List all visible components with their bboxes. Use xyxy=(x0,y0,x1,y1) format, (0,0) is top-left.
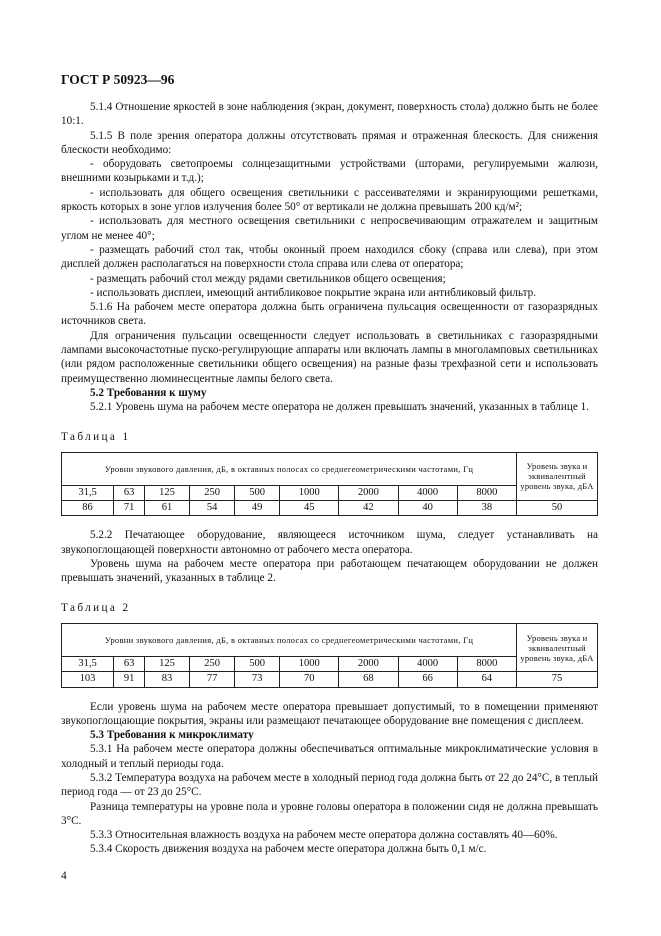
freq-cell: 250 xyxy=(190,656,235,671)
level-cell: 50 xyxy=(517,501,598,516)
value-cell: 45 xyxy=(280,501,339,516)
value-cell: 71 xyxy=(114,501,145,516)
freq-cell: 63 xyxy=(114,656,145,671)
value-cell: 103 xyxy=(62,672,114,687)
table-caption: Таблица 1 xyxy=(61,430,131,443)
table-header: Уровни звукового давления, дБ, в октавных полосах со среднегеометрическими частотами, Гц xyxy=(62,623,517,656)
freq-cell: 63 xyxy=(114,485,145,500)
value-cell: 66 xyxy=(398,672,457,687)
level-cell: 75 xyxy=(517,672,598,687)
section-heading: 5.3 Требования к микроклимату xyxy=(90,729,254,742)
table-header-level: Уровень звука и эквивалентный уровень звука, дБА xyxy=(517,623,598,671)
freq-cell: 31,5 xyxy=(62,485,114,500)
value-cell: 40 xyxy=(398,501,457,516)
section-heading: 5.2 Требования к шуму xyxy=(90,386,207,399)
paragraph: - использовать для местного освещения светильники с непросвечивающим отражателем и защитным углом не менее 40°; xyxy=(61,215,598,242)
paragraph: - размещать рабочий стол так, чтобы оконный проем находился сбоку (справа или слева), при этом дисплей должен располагаться на поверхности стола справа или слева от оператора; xyxy=(61,243,598,271)
paragraph: 5.1.6 На рабочем месте оператора должна быть ограничена пульсация освещенности от газоразрядных источников света. xyxy=(61,301,598,328)
paragraph: - размещать рабочий стол между рядами светильников общего освещения; xyxy=(90,272,446,285)
value-cell: 61 xyxy=(145,501,190,516)
table-header: Уровни звукового давления, дБ, в октавных полосах со среднегеометрическими частотами, Гц xyxy=(62,452,517,485)
noise-table-1 xyxy=(61,452,598,517)
freq-cell: 125 xyxy=(145,656,190,671)
paragraph: 5.1.5 В поле зрения оператора должны отсутствовать прямая и отраженная блескость. Для снижения блескости необходимо: xyxy=(61,129,598,156)
value-cell: 49 xyxy=(235,501,280,516)
freq-cell: 500 xyxy=(235,656,280,671)
paragraph: 5.1.4 Отношение яркостей в зоне наблюдения (экран, документ, поверхность стола) должно быть не более 10:1. xyxy=(61,101,598,128)
paragraph: 5.3.4 Скорость движения воздуха на рабочем месте оператора должна быть 0,1 м/с. xyxy=(90,843,487,856)
paragraph: - использовать дисплеи, имеющий антибликовое покрытие экрана или антибликовый фильтр. xyxy=(90,286,537,299)
document-body xyxy=(61,100,598,857)
paragraph: 5.2.1 Уровень шума на рабочем месте оператора не должен превышать значений, указанных в таблице 1. xyxy=(90,401,589,414)
table-caption: Таблица 2 xyxy=(61,601,131,614)
freq-cell: 4000 xyxy=(398,656,457,671)
paragraph: - использовать для общего освещения светильники с рассеивателями и экранирующими решетками, яркость которых в зоне углов излучения более 50° от вертикали не должна превышать 200 кд/м²; xyxy=(61,186,598,214)
noise-table-2 xyxy=(61,623,598,688)
value-cell: 54 xyxy=(190,501,235,516)
value-cell: 38 xyxy=(457,501,516,516)
freq-cell: 1000 xyxy=(280,656,339,671)
paragraph: 5.3.2 Температура воздуха на рабочем месте в холодный период года должна быть от 22 до 24°С, в теплый период года — от 23 до 25°С. xyxy=(61,771,598,799)
paragraph: Если уровень шума на рабочем месте оператора превышает допустимый, то в помещении применяют звукопоглощающие покрытия, экраны или размещают печатающее оборудование вне помещения с дисплеем. xyxy=(61,700,598,727)
paragraph: 5.3.3 Относительная влажность воздуха на рабочем месте оператора должна составлять 40—60%. xyxy=(90,829,558,842)
document-header: ГОСТ Р 50923—96 xyxy=(61,72,175,87)
freq-cell: 2000 xyxy=(339,485,398,500)
value-cell: 70 xyxy=(280,672,339,687)
value-cell: 73 xyxy=(235,672,280,687)
value-cell: 64 xyxy=(457,672,516,687)
value-cell: 91 xyxy=(114,672,145,687)
paragraph: Уровень шума на рабочем месте оператора при работающем печатающем оборудовании не должен превышать значений, указанных в таблице 2. xyxy=(61,558,598,585)
freq-cell: 8000 xyxy=(457,485,516,500)
value-cell: 83 xyxy=(145,672,190,687)
paragraph: 5.2.2 Печатающее оборудование, являющееся источником шума, следует устанавливать на звукопоглощающей поверхности автономно от рабочего места оператора. xyxy=(61,529,598,556)
paragraph: 5.3.1 На рабочем месте оператора должны обеспечиваться оптимальные микроклиматические условия в холодный и теплый периоды года. xyxy=(61,743,598,770)
value-cell: 42 xyxy=(339,501,398,516)
table-header-level: Уровень звука и эквивалентный уровень звука, дБА xyxy=(517,452,598,500)
page-number: 4 xyxy=(61,870,67,882)
value-cell: 86 xyxy=(62,501,114,516)
value-cell: 68 xyxy=(339,672,398,687)
freq-cell: 8000 xyxy=(457,656,516,671)
freq-cell: 250 xyxy=(190,485,235,500)
freq-cell: 125 xyxy=(145,485,190,500)
freq-cell: 1000 xyxy=(280,485,339,500)
value-cell: 77 xyxy=(190,672,235,687)
freq-cell: 31,5 xyxy=(62,656,114,671)
paragraph: - оборудовать светопроемы солнцезащитными устройствами (шторами, регулируемыми жалюзи, внешними козырьками и т.д.); xyxy=(61,158,598,185)
paragraph: Разница температуры на уровне пола и уровне головы оператора в положении сидя не должна превышать 3°С. xyxy=(61,800,598,827)
freq-cell: 2000 xyxy=(339,656,398,671)
freq-cell: 4000 xyxy=(398,485,457,500)
paragraph: Для ограничения пульсации освещенности следует использовать в светильниках с газоразрядными лампами высокочастотные пуско-регулирующие аппараты или включать лампы в многоламповых светильниках (или рядом расположенные светильники общего освещения) на разные фазы трехфазной сети и использовать преимущественно люминесцентные лампы белого света. xyxy=(61,329,598,385)
freq-cell: 500 xyxy=(235,485,280,500)
